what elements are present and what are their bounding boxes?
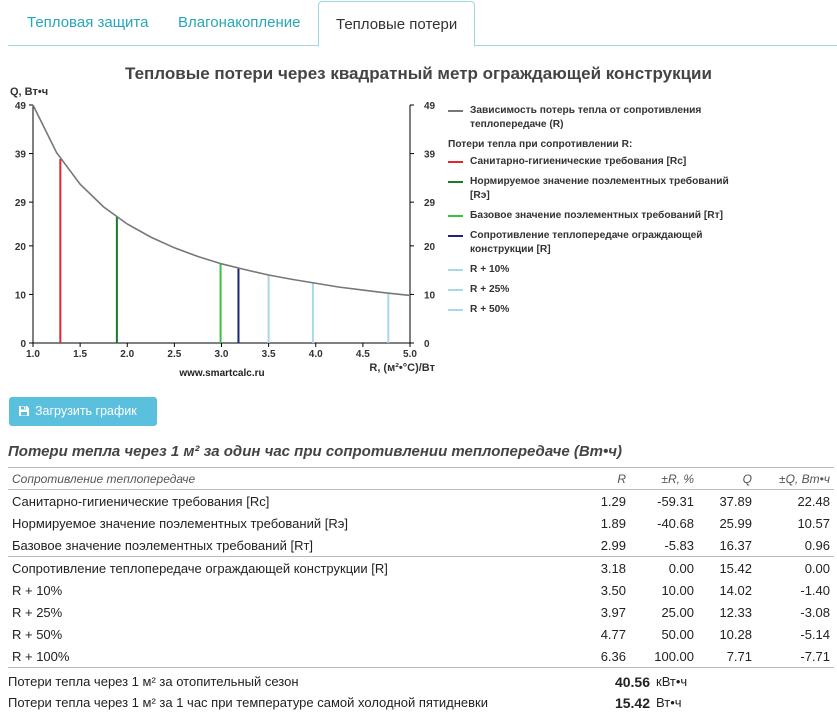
y-axis-label: Q, Вт•ч: [10, 86, 49, 98]
download-button-label: Загрузить график: [35, 404, 137, 418]
legend-swatch: [448, 161, 463, 163]
tab-moisture-accumulation[interactable]: Влагонакопление: [178, 14, 301, 31]
legend-label: R + 10%: [470, 264, 510, 275]
chart-title: Тепловые потери через квадратный метр ограждающей конструкции: [125, 64, 712, 83]
y-tick-label: 49: [14, 101, 26, 112]
legend-swatch: [448, 110, 463, 112]
y-tick-label-right: 39: [424, 149, 436, 161]
cell-q: 37.89: [719, 493, 752, 509]
cell-dq: 0.96: [804, 537, 830, 553]
legend-swatch: [448, 309, 463, 311]
heat-loss-chart: [0, 82, 450, 382]
table-header-row: [8, 468, 834, 490]
legend-item-5: [448, 263, 748, 277]
table-row: [8, 579, 834, 601]
legend-swatch: [448, 289, 463, 291]
cell-q: 10.28: [719, 626, 752, 642]
x-axis-label: R, (м²•°С)/Вт: [369, 362, 435, 374]
cell-dr: 10.00: [661, 582, 694, 598]
x-tick-label: 2.5: [167, 349, 182, 360]
legend-label: Нормируемое значение поэлементных требований [Rэ]: [470, 176, 729, 201]
legend-item-curve: [448, 104, 748, 132]
legend-item-2: [448, 175, 748, 203]
legend-item-1: [448, 155, 748, 169]
cell-dr: 25.00: [661, 604, 694, 620]
summary-value: 15.42: [614, 695, 650, 711]
cell-dq: 22.48: [797, 493, 830, 509]
legend-label: R + 25%: [470, 284, 510, 295]
cell-dq: -1.40: [800, 582, 830, 598]
legend-swatch: [448, 181, 463, 183]
y-tick-label: 10: [14, 290, 26, 302]
tab-thermal-protection[interactable]: Тепловая защита: [27, 14, 149, 31]
row-name: R + 25%: [12, 604, 63, 620]
row-name: Базовое значение поэлементных требований [Rт]: [12, 537, 314, 553]
x-tick-label: 4.0: [308, 349, 323, 360]
row-name: Санитарно-гигиенические требования [Rc]: [12, 493, 270, 509]
x-tick-label: 5.0: [403, 349, 417, 360]
x-tick-label: 1.5: [73, 349, 88, 360]
summary-label: Потери тепла через 1 м² за отопительный сезон: [8, 674, 299, 689]
table-row: [8, 534, 834, 557]
table-title: Потери тепла через 1 м² за один час при сопротивлении теплопередаче (Вт•ч): [8, 443, 623, 460]
legend-header: Потери тепла при сопротивлении R:: [448, 139, 633, 150]
cell-r: 2.99: [600, 537, 626, 553]
legend-label: Базовое значение поэлементных требований [Rт]: [470, 210, 723, 221]
chart-legend: [448, 104, 748, 323]
summary-label: Потери тепла через 1 м² за 1 час при температуре самой холодной пятидневки: [8, 695, 489, 710]
floppy-disk-icon: [18, 405, 30, 417]
legend-label: Санитарно-гигиенические требования [Rc]: [470, 156, 687, 167]
row-name: R + 10%: [12, 582, 63, 598]
summary-value: 40.56: [614, 674, 650, 690]
cell-r: 3.50: [600, 582, 626, 598]
cell-dq: -5.14: [800, 626, 830, 642]
legend-swatch: [448, 269, 463, 271]
row-name: Сопротивление теплопередаче ограждающей конструкции [R]: [8, 557, 586, 580]
x-tick-label: 1.0: [26, 349, 40, 360]
summary-unit: кВт•ч: [656, 674, 688, 689]
cell-dq: -7.71: [756, 645, 834, 668]
y-tick-label: 20: [14, 241, 26, 253]
download-chart-button[interactable]: [9, 397, 157, 426]
cell-r: 4.77: [600, 626, 626, 642]
cell-dr: -5.83: [664, 537, 694, 553]
cell-dr: 0.00: [630, 557, 698, 580]
cell-q: 15.42: [698, 557, 756, 580]
row-name: R + 50%: [12, 626, 63, 642]
table-row: [8, 557, 834, 580]
cell-q: 16.37: [719, 537, 752, 553]
summary-unit: Вт•ч: [656, 695, 682, 710]
cell-q: 14.02: [719, 582, 752, 598]
col-header-resistance: Сопротивление теплопередаче: [8, 468, 586, 490]
legend-swatch: [448, 235, 463, 237]
tab-bar: [8, 0, 837, 46]
summary-row: [8, 674, 834, 694]
summary-row: [8, 695, 834, 715]
table-row: [8, 601, 834, 623]
y-tick-label-right: 49: [424, 101, 436, 112]
cell-dr: -40.68: [657, 515, 694, 531]
cell-r: 6.36: [586, 645, 630, 668]
table-row: [8, 490, 834, 513]
y-tick-label-right: 29: [424, 198, 436, 210]
legend-swatch: [448, 215, 463, 217]
cell-r: 3.18: [586, 557, 630, 580]
legend-label: R + 50%: [470, 304, 510, 315]
tab-heat-losses[interactable]: Тепловые потери: [318, 1, 475, 47]
x-tick-label: 4.5: [355, 349, 370, 360]
cell-dq: 0.00: [756, 557, 834, 580]
table-row: [8, 623, 834, 645]
legend-item-4: [448, 229, 748, 257]
y-tick-label-right: 0: [424, 339, 430, 350]
cell-dq: 10.57: [797, 515, 830, 531]
cell-q: 7.71: [698, 645, 756, 668]
col-header-r: R: [586, 468, 630, 490]
y-tick-label: 39: [14, 149, 26, 161]
chart-watermark: www.smartcalc.ru: [179, 368, 265, 379]
cell-q: 25.99: [719, 515, 752, 531]
legend-label: Зависимость потерь тепла от сопротивления теплопередаче (R): [470, 105, 702, 130]
y-tick-label-right: 10: [424, 290, 436, 302]
cell-dq: -3.08: [800, 604, 830, 620]
legend-label: Сопротивление теплопередаче ограждающей конструкции [R]: [470, 230, 703, 255]
heat-loss-table: [8, 467, 834, 668]
row-name: R + 100%: [8, 645, 586, 668]
col-header-dq: ±Q, Вт•ч: [756, 468, 834, 490]
col-header-q: Q: [698, 468, 756, 490]
cell-dr: 50.00: [661, 626, 694, 642]
y-tick-label: 0: [20, 339, 26, 350]
legend-item-6: [448, 283, 748, 297]
cell-dr: -59.31: [657, 493, 694, 509]
y-tick-label-right: 20: [424, 241, 436, 253]
x-tick-label: 2.0: [120, 349, 135, 360]
legend-item-3: [448, 209, 748, 223]
table-row: [8, 645, 834, 668]
col-header-dr: ±R, %: [630, 468, 698, 490]
cell-r: 1.89: [600, 515, 626, 531]
x-tick-label: 3.5: [261, 349, 276, 360]
x-tick-label: 3.0: [214, 349, 229, 360]
cell-q: 12.33: [719, 604, 752, 620]
cell-r: 3.97: [600, 604, 626, 620]
cell-r: 1.29: [600, 493, 626, 509]
legend-item-7: [448, 303, 748, 317]
cell-dr: 100.00: [630, 645, 698, 668]
table-row: [8, 512, 834, 534]
row-name: Нормируемое значение поэлементных требований [Rэ]: [12, 515, 348, 531]
y-tick-label: 29: [14, 198, 26, 210]
